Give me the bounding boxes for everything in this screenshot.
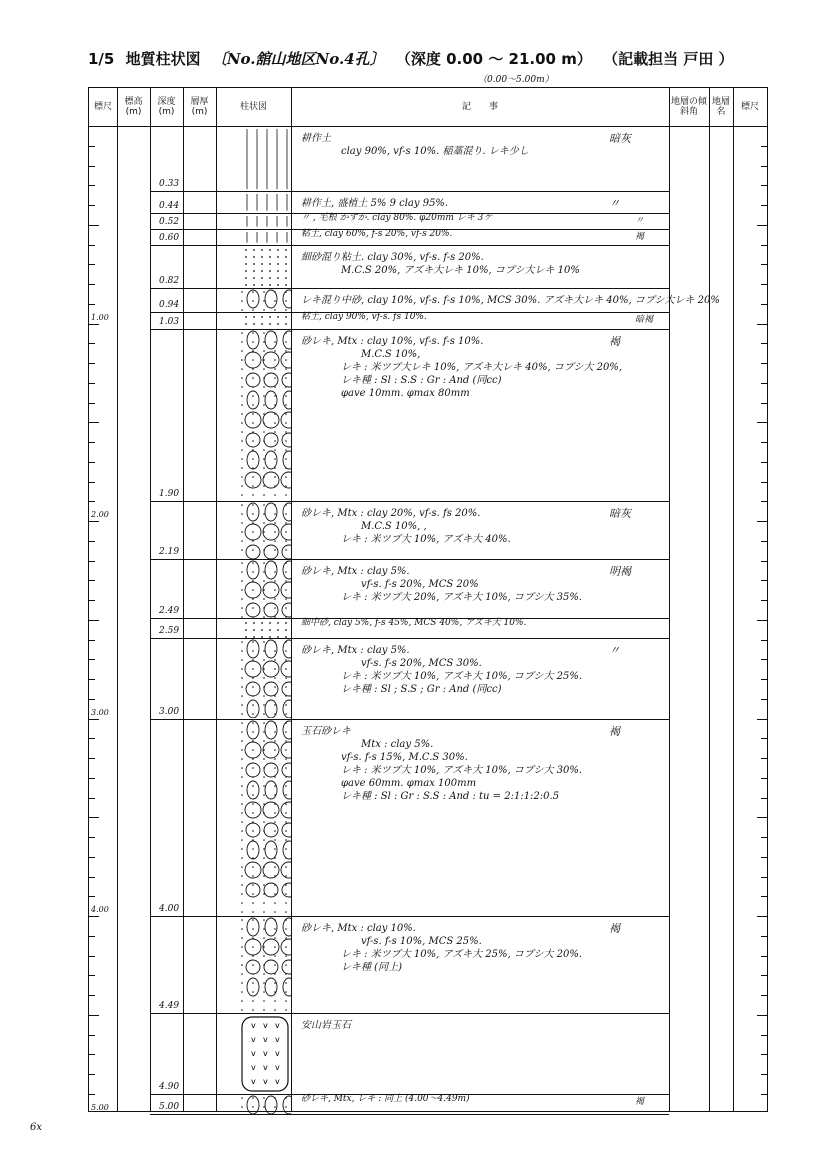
svg-text:v: v <box>251 1062 256 1072</box>
log-pattern-svg <box>239 1014 291 1094</box>
description-line: M.C.S 20%, アズキ大レキ 10%, コブシ大レキ 10% <box>341 264 580 276</box>
svg-text:v: v <box>263 1048 268 1058</box>
scale-tick <box>757 719 767 720</box>
log-pattern <box>239 330 291 501</box>
svg-text:v: v <box>251 1076 256 1086</box>
scale-tick <box>757 916 767 917</box>
scale-tick <box>761 166 767 167</box>
scale-tick <box>89 343 95 344</box>
description-line: レキ混り中砂, clay 10%, vf-s. f-s 10%, MCS 30%. アズキ大レキ 40%, コブシ大レキ 20% <box>301 294 720 306</box>
log-pattern-svg <box>239 214 291 229</box>
scale-tick <box>89 778 95 779</box>
description-line: φave 60mm. φmax 100mm <box>341 777 477 789</box>
person-in-charge: （記載担当 戸田 ） <box>603 50 734 68</box>
scale-tick <box>761 501 767 502</box>
scale-tick <box>89 1094 95 1095</box>
scale-tick <box>757 620 767 621</box>
scale-tick <box>89 324 99 325</box>
log-pattern <box>239 192 291 213</box>
svg-text:v: v <box>275 1076 280 1086</box>
log-pattern <box>239 720 291 917</box>
scale-tick <box>761 798 767 799</box>
layer-description <box>301 214 492 223</box>
scale-tick <box>89 146 95 147</box>
description-line: M.C.S 10%, , <box>361 521 427 533</box>
scale-tick <box>761 383 767 384</box>
scale-label: 2.00 <box>91 510 109 519</box>
layer-description <box>301 644 582 696</box>
scale-tick <box>761 778 767 779</box>
svg-text:v: v <box>263 1020 268 1030</box>
scale-tick <box>761 975 767 976</box>
layer-description <box>301 335 622 400</box>
layer-depth: 5.00 <box>159 1101 180 1112</box>
layer-depth: 0.44 <box>159 200 180 211</box>
layer-boundary <box>150 288 669 289</box>
scale-tick <box>761 995 767 996</box>
scale-tick <box>89 580 95 581</box>
scale-tick <box>89 719 99 720</box>
scale-tick <box>89 837 95 838</box>
scale-tick <box>761 738 767 739</box>
scale-tick <box>89 640 95 641</box>
layer-color: 暗灰 <box>609 132 631 145</box>
scale-tick <box>89 738 95 739</box>
bore-number: 〔No.舘山地区No.4孔〕 <box>211 50 385 68</box>
log-pattern-svg <box>239 917 291 1013</box>
scale-tick <box>89 225 99 226</box>
layer-depth: 0.52 <box>159 216 180 227</box>
scale-tick <box>761 343 767 344</box>
log-pattern <box>239 1014 291 1094</box>
scale-tick <box>89 422 99 423</box>
scale-tick <box>89 482 95 483</box>
scale-tick <box>89 679 95 680</box>
layer-color: 暗灰 <box>609 507 631 521</box>
depth-subrange: （0.00～5.00m） <box>478 75 554 85</box>
scale-label: 1.00 <box>91 312 109 322</box>
layer-depth: 1.90 <box>159 489 180 500</box>
title-text: 地質柱状図 <box>125 50 201 68</box>
scale-tick <box>89 995 95 996</box>
layer-depth: 0.33 <box>159 179 180 190</box>
layer-color: 褐 <box>609 335 620 349</box>
layer-boundary <box>150 559 669 560</box>
description-line: レキ : 米ツブ大レキ 10%, アズキ大レキ 40%, コブシ大 20%, <box>341 362 623 374</box>
layer-description <box>301 197 448 210</box>
layer-color: 褐 <box>635 231 645 242</box>
layer-boundary <box>150 638 669 639</box>
log-pattern <box>239 289 291 312</box>
scale-tick <box>757 225 767 226</box>
description-line: 砂レキ, Mtx : clay 20%, vf-s. fs 20%. <box>301 508 481 520</box>
scale-tick <box>89 185 95 186</box>
scale-tick <box>89 699 95 700</box>
scale-tick <box>761 561 767 562</box>
description-line: M.C.S 10%, <box>361 349 421 361</box>
scale-tick <box>761 837 767 838</box>
scale-tick <box>89 1015 99 1016</box>
scale-tick <box>761 462 767 463</box>
col-dip: 地層の傾斜角 <box>670 97 707 117</box>
col-scale: 標尺 <box>93 102 112 112</box>
layer-boundary <box>150 719 669 720</box>
description-line: 耕作土 <box>301 133 331 144</box>
description-line: clay 90%, vf-s 10%. 稲藁混り. レキ少し <box>341 146 529 157</box>
scale-tick <box>761 284 767 285</box>
description-line: 砂レキ, Mtx, レキ : 同上 (4.00～4.49m) <box>301 1093 470 1104</box>
description-line: 細中砂, clay 5%, f-s 45%, MCS 40%, アズキ大 10%. <box>301 617 527 628</box>
scale-tick <box>89 304 95 305</box>
log-pattern <box>239 214 291 229</box>
description-line: 粘土, clay 60%, f-s 20%, vf-s 20%. <box>301 228 453 239</box>
layer-depth: 2.19 <box>159 546 180 557</box>
layer-depth: 1.03 <box>159 317 180 328</box>
layer-color: 〃 <box>609 643 620 657</box>
layer-depth: 0.60 <box>159 232 180 243</box>
scale-tick <box>761 857 767 858</box>
scale-tick <box>89 205 95 206</box>
scale-tick <box>761 600 767 601</box>
log-pattern-svg <box>239 246 291 288</box>
scale-tick <box>89 561 95 562</box>
scale-tick <box>761 758 767 759</box>
scale-tick <box>89 383 95 384</box>
scale-tick <box>761 185 767 186</box>
scale-tick <box>89 857 95 858</box>
log-pattern-svg <box>239 560 291 618</box>
scale-tick <box>89 600 95 601</box>
column-header-row <box>89 88 767 127</box>
layer-boundary <box>150 916 669 917</box>
description-line: レキ種 (同上) <box>341 962 402 973</box>
col-formation: 地層名 <box>711 97 730 117</box>
log-pattern <box>239 619 291 638</box>
layer-boundary <box>150 501 669 502</box>
svg-text:v: v <box>275 1020 280 1030</box>
log-pattern <box>239 127 291 191</box>
layer-boundary <box>150 191 669 192</box>
log-sheet <box>88 87 768 1112</box>
scale-tick <box>761 1074 767 1075</box>
layer-description <box>301 251 580 277</box>
layer-depth: 3.00 <box>159 706 180 717</box>
scale-tick <box>761 363 767 364</box>
scale-tick <box>89 462 95 463</box>
scale-tick <box>761 956 767 957</box>
scale-tick <box>761 1094 767 1095</box>
layer-boundary <box>150 329 669 330</box>
scale-tick <box>89 501 95 502</box>
layer-description <box>301 619 526 628</box>
log-pattern-svg <box>239 289 291 312</box>
log-pattern <box>239 639 291 719</box>
svg-text:v: v <box>251 1048 256 1058</box>
scale-tick <box>89 798 95 799</box>
scale-tick <box>761 264 767 265</box>
layer-description <box>301 1095 470 1104</box>
scale-tick <box>89 877 95 878</box>
log-pattern <box>239 230 291 245</box>
layer-description <box>301 565 582 604</box>
scale-tick <box>89 956 95 957</box>
scale-tick <box>89 403 95 404</box>
scale-tick <box>89 166 95 167</box>
col-description: 記 事 <box>461 102 498 112</box>
log-pattern-svg <box>239 330 291 501</box>
layer-depth: 0.82 <box>159 275 180 286</box>
description-line: vf-s. f-s 15%, M.C.S 30%. <box>341 751 468 763</box>
scale-tick <box>757 817 767 818</box>
layer-color: 褐 <box>609 724 620 738</box>
layer-color: 暗褐 <box>635 314 654 325</box>
description-line: vf-s. f-s 20%, MCS 30%. <box>361 657 482 669</box>
log-pattern <box>239 1095 291 1114</box>
scale-tick <box>761 304 767 305</box>
scale-label: 3.00 <box>91 707 109 717</box>
log-pattern-svg <box>239 502 291 558</box>
scale-tick <box>89 1074 95 1075</box>
scale-tick <box>761 896 767 897</box>
description-line: 砂レキ, Mtx : clay 10%. <box>301 923 416 934</box>
description-line: 砂レキ, Mtx : clay 5%. <box>301 644 410 656</box>
svg-text:v: v <box>263 1034 268 1044</box>
scale-tick <box>89 817 99 818</box>
description-line: 粘土, clay 90%, vf-s. fs 10%. <box>301 311 427 322</box>
layer-depth: 2.59 <box>159 625 180 636</box>
scale-tick <box>89 521 99 522</box>
scale-tick <box>757 422 767 423</box>
scale-tick <box>89 1054 95 1055</box>
description-line: レキ : 米ツブ大 10%, アズキ大 40%. <box>341 534 511 546</box>
col-scale-right: 標尺 <box>740 102 759 112</box>
scale-tick <box>761 442 767 443</box>
page-note: 6x <box>30 1122 43 1133</box>
log-pattern-svg <box>239 639 291 719</box>
scale-tick <box>89 896 95 897</box>
layer-depth: 4.90 <box>159 1081 180 1092</box>
layer-color: 〃 <box>609 197 620 211</box>
description-line: レキ : 米ツブ大 10%, アズキ大 10%, コブシ大 25%. <box>341 670 583 682</box>
scale-tick <box>89 363 95 364</box>
scale-tick <box>761 699 767 700</box>
description-line: レキ種 : Sl ; S.S ; Gr : And (同cc) <box>341 683 502 695</box>
scale-tick <box>761 146 767 147</box>
scale-tick <box>89 916 99 917</box>
scale-tick <box>761 659 767 660</box>
layer-depth: 2.49 <box>159 605 180 616</box>
description-line: 〃 , 毛根 かすか. clay 80%. φ20mm レキ 3ケ <box>301 212 493 223</box>
scale-tick <box>761 205 767 206</box>
svg-text:v: v <box>275 1062 280 1072</box>
scale-tick <box>89 541 95 542</box>
scale-label: 4.00 <box>91 905 109 914</box>
scale-tick <box>89 936 95 937</box>
layer-color: 褐 <box>635 1096 645 1107</box>
log-pattern <box>239 246 291 288</box>
svg-text:v: v <box>251 1020 256 1030</box>
log-pattern-svg <box>239 619 291 638</box>
scale-tick <box>757 324 767 325</box>
scale-tick <box>761 936 767 937</box>
col-log: 柱状図 <box>239 102 267 112</box>
scale-tick <box>89 620 99 621</box>
layer-boundary <box>150 1114 669 1115</box>
log-pattern <box>239 313 291 330</box>
depth-range: （深度 0.00 ～ 21.00 m） <box>395 50 592 68</box>
scale-tick <box>761 1054 767 1055</box>
layer-color: 〃 <box>635 215 645 226</box>
scale-tick <box>761 1035 767 1036</box>
scale-tick <box>761 403 767 404</box>
svg-text:v: v <box>275 1034 280 1044</box>
layer-boundary <box>150 245 669 246</box>
layer-depth: 4.00 <box>159 904 180 914</box>
layer-boundary <box>150 1013 669 1014</box>
log-pattern-svg <box>239 313 291 330</box>
description-line: レキ種 : Sl : Gr : S.S : And : tu = 2:1:1:2:0.5 <box>341 790 560 802</box>
layer-depth: 4.49 <box>159 1000 180 1011</box>
layer-description <box>301 132 529 158</box>
layer-description <box>301 922 582 974</box>
log-pattern <box>239 560 291 618</box>
scale-tick <box>89 975 95 976</box>
description-line: vf-s. f-s 20%, MCS 20% <box>361 578 479 590</box>
description-line: 砂レキ, Mtx : clay 5%. <box>301 565 410 577</box>
log-pattern <box>239 917 291 1013</box>
layer-description <box>301 507 511 546</box>
col-depth: 深度 (m) <box>157 97 176 117</box>
scale-tick <box>89 659 95 660</box>
log-pattern <box>239 502 291 558</box>
scale-tick <box>761 580 767 581</box>
scale-tick <box>761 679 767 680</box>
scale-tick <box>761 640 767 641</box>
scale-tick <box>761 482 767 483</box>
description-line: 耕作土, 盛植土 5% 9 clay 95%. <box>301 198 449 210</box>
scale-tick <box>761 245 767 246</box>
svg-text:v: v <box>275 1048 280 1058</box>
log-pattern-svg <box>239 1095 291 1114</box>
description-line: 安山岩玉石 <box>301 1019 351 1031</box>
scale-tick <box>761 877 767 878</box>
description-line: レキ : 米ツブ大 10%, アズキ大 25%, コブシ大 20%. <box>341 949 583 960</box>
col-elevation: 標高 (m) <box>124 97 143 117</box>
layer-description <box>301 1019 351 1032</box>
svg-text:v: v <box>251 1034 256 1044</box>
scale-tick <box>89 1035 95 1036</box>
scale-tick <box>89 758 95 759</box>
layer-description <box>301 230 452 239</box>
log-pattern-svg <box>239 720 291 917</box>
description-line: レキ : 米ツブ大 10%, アズキ大 10%, コブシ大 30%. <box>341 764 583 776</box>
description-line: レキ種 : Sl : S.S : Gr : And (同cc) <box>341 375 502 387</box>
page-number: 1/5 <box>88 50 115 68</box>
scale-tick <box>89 284 95 285</box>
svg-text:v: v <box>263 1076 268 1086</box>
description-line: vf-s. f-s 10%, MCS 25%. <box>361 936 482 947</box>
description-line: 玉石砂レキ <box>301 725 351 737</box>
description-line: Mtx : clay 5%. <box>361 738 434 750</box>
description-line: 砂レキ, Mtx : clay 10%, vf-s. f-s 10%. <box>301 336 484 348</box>
log-pattern-svg <box>239 230 291 245</box>
scale-label: 5.00 <box>91 1102 109 1112</box>
layer-color: 明褐 <box>609 564 631 578</box>
svg-text:v: v <box>263 1062 268 1072</box>
layer-depth: 0.94 <box>159 299 180 310</box>
description-line: φave 10mm. φmax 80mm <box>341 388 470 400</box>
scale-tick <box>757 521 767 522</box>
log-pattern-svg <box>239 127 291 191</box>
layer-description <box>301 294 720 307</box>
layer-description <box>301 313 427 322</box>
scale-tick <box>89 264 95 265</box>
description-line: 細砂混り粘土. clay 30%, vf-s. f-s 20%. <box>301 251 484 263</box>
description-line: レキ : 米ツブ大 20%, アズキ大 10%, コブシ大 35%. <box>341 591 583 603</box>
scale-tick <box>89 442 95 443</box>
scale-tick <box>89 245 95 246</box>
layer-color: 褐 <box>609 922 620 935</box>
scale-tick <box>757 1015 767 1016</box>
scale-tick <box>761 541 767 542</box>
col-thickness: 層厚 (m) <box>190 97 209 117</box>
document-title <box>88 48 740 69</box>
log-pattern-svg <box>239 192 291 213</box>
layer-description <box>301 725 582 803</box>
